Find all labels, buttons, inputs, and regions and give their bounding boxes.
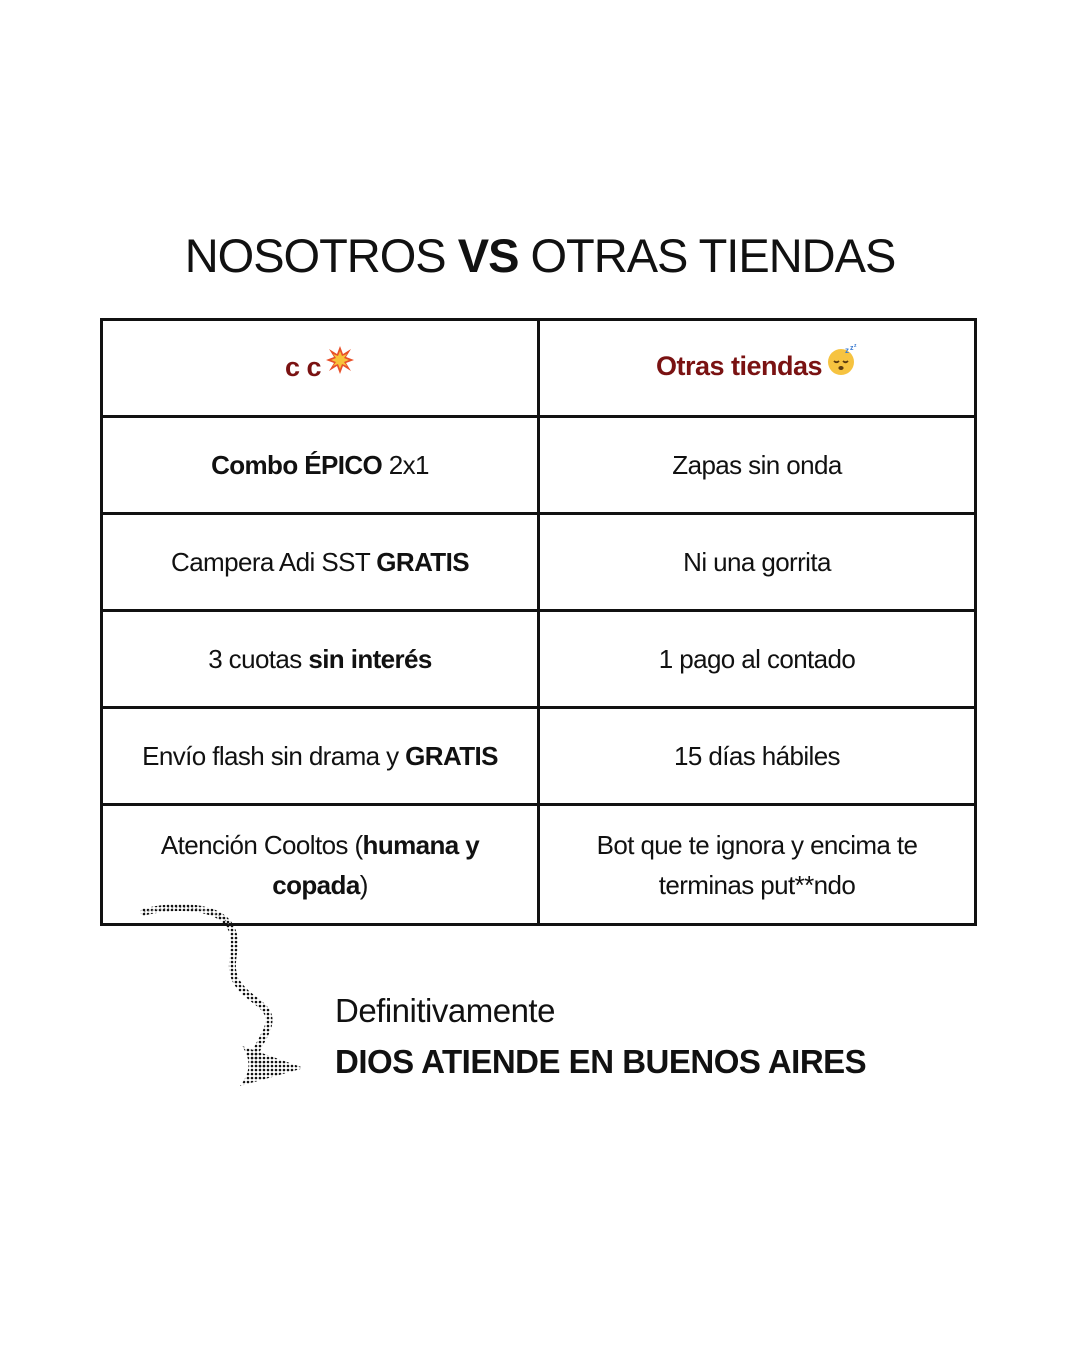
table-header-row: [102, 320, 976, 417]
row-4-us-text: Envío flash sin drama y: [142, 741, 406, 771]
header-cell-others: [539, 320, 976, 417]
table-row: [102, 708, 976, 805]
row-4-us-text-bold: GRATIS: [405, 741, 498, 771]
title-part-nosotros: NOSOTROS: [184, 229, 458, 282]
row-2-us-text-bold: GRATIS: [376, 547, 469, 577]
table-row: [102, 417, 976, 514]
row-2-us-text: Campera Adi SST: [171, 547, 377, 577]
row-2-others: Ni una gorrita: [539, 514, 976, 611]
table-row: [102, 611, 976, 708]
row-1-others: Zapas sin onda: [539, 417, 976, 514]
row-5-us-text: Atención Cooltos (: [160, 829, 363, 860]
row-5-us-text-end: ): [359, 869, 368, 900]
row-3-us-text: 3 cuotas: [208, 644, 309, 674]
row-1-us-text: 2x1: [382, 450, 429, 480]
row-1-us: [102, 417, 539, 514]
row-5-us-text-bold: humana y copada: [272, 829, 480, 900]
title-part-vs: VS: [457, 229, 519, 282]
sleeping-face-icon: [826, 344, 858, 387]
footer-line-2: DIOS ATIENDE EN BUENOS AIRES: [335, 1043, 867, 1080]
header-us-label: c c: [284, 351, 322, 382]
row-4-others: 15 días hábiles: [539, 708, 976, 805]
footer-line-1: Definitivamente: [335, 992, 555, 1029]
curved-arrow-icon: [138, 900, 318, 1095]
page-title: [0, 228, 1080, 283]
header-cell-us: [102, 320, 539, 417]
title-part-otras: OTRAS TIENDAS: [518, 229, 896, 282]
collision-icon: [325, 345, 355, 386]
comparison-table: [100, 318, 977, 926]
row-3-us: [102, 611, 539, 708]
row-3-others: 1 pago al contado: [539, 611, 976, 708]
svg-text:z: z: [850, 344, 853, 352]
header-others-label: Otras tiendas: [655, 351, 823, 382]
row-5-others: Bot que te ignora y encima te terminas put**ndo: [539, 805, 976, 925]
svg-text:z: z: [845, 345, 849, 355]
table-row: [102, 514, 976, 611]
row-4-us: [102, 708, 539, 805]
row-1-us-text-bold: Combo ÉPICO: [211, 450, 383, 480]
svg-text:z: z: [854, 343, 856, 349]
row-2-us: [102, 514, 539, 611]
row-3-us-text-bold: sin interés: [308, 644, 432, 674]
